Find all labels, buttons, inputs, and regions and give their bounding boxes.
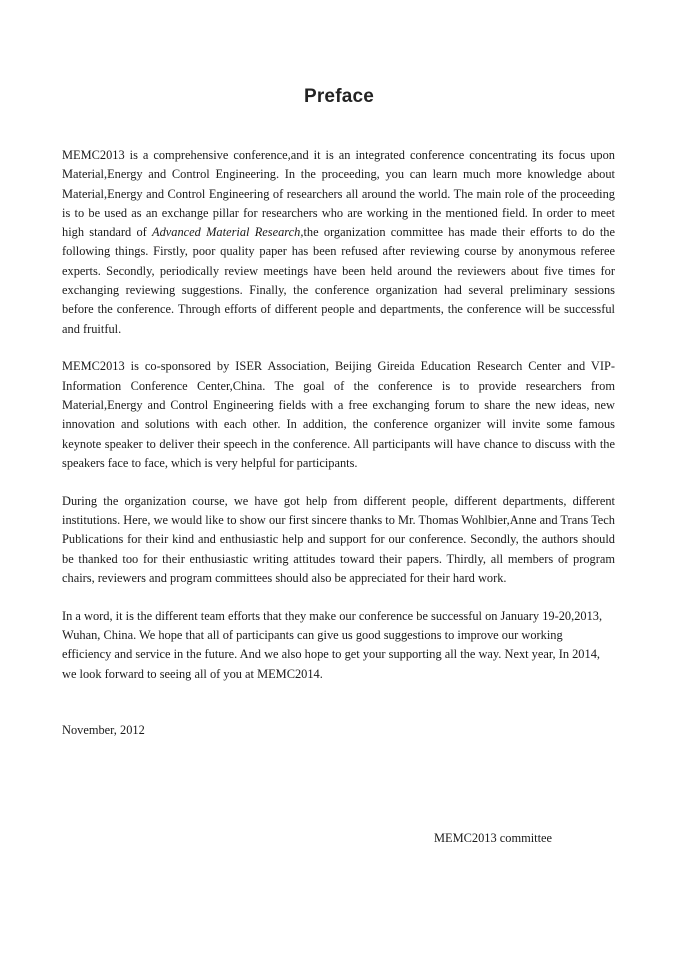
paragraph-3 xyxy=(62,492,615,588)
paragraph-4-run-1: In a word, it is the different team efforts that they make our conference be successful on January 19-20,2013, Wuhan, China. We hope that all of participants can give us good suggestions to improve our working efficiency and service in the future. And we also hope to get your supporting all the way. Next year, In 2014, we look forward to seeing all of you at MEMC2014. xyxy=(62,608,603,681)
paragraph-1-run-3: the organization committee has made their efforts to do the following things. Firstly, poor quality paper has been refused after reviewing course by anonymous referee experts. Secondly, periodically review meetings have been held around the reviewers about five times for exchanging reviewing suggestions. Finally, the conference organization had several preliminary sessions before the conference. Through efforts of different people and departments, the conference will be successful and fruitful. xyxy=(62,225,616,336)
paragraph-4 xyxy=(62,607,615,684)
paragraph-3-run-1: During the organization course, we have got help from different people, different departments, different institutions. Here, we would like to show our first sincere thanks to Mr. Thomas Wohlbier,Anne and Trans Tech Publications for their kind and enthusiastic help and support for our conference. Secondly, the authors should be thanked too for their enthusiastic writing attitudes toward their papers. Thirdly, all members of program chairs, reviewers and program committees should also be appreciated for their hard work. xyxy=(62,493,615,585)
date-line: November, 2012 xyxy=(62,723,145,737)
document-body xyxy=(62,146,615,684)
paragraph-2 xyxy=(62,357,615,473)
page-title: Preface xyxy=(303,86,375,107)
signature-line: MEMC2013 committee xyxy=(434,831,553,845)
paragraph-1-run-1: MEMC2013 is a comprehensive conference,and it is an integrated conference concentrating its focus upon Material,Energy and Control Engineering. In the proceeding, you can learn much more knowledge about Material,Energy and Control Engineering of researchers all around the world. The main role of the proceeding is to be used as an exchange pillar for researchers who are working in the mentioned field. In order to meet high standard of xyxy=(62,148,615,240)
paragraph-1 xyxy=(62,146,615,339)
paragraph-1-run-2-italic: Advanced Material Research, xyxy=(152,225,304,240)
paragraph-2-run-1: MEMC2013 is co-sponsored by ISER Association, Beijing Gireida Education Research Center and VIP-Information Conference Center,China. The goal of the conference is to provide researchers from Material,Energy and Control Engineering fields with a free exchanging forum to share the new ideas, new innovation and solutions with each other. In addition, the conference organizer will invite some famous keynote speaker to deliver their speech in the conference. All participants will have chance to discuss with the speakers face to face, which is very helpful for participants. xyxy=(62,359,615,470)
